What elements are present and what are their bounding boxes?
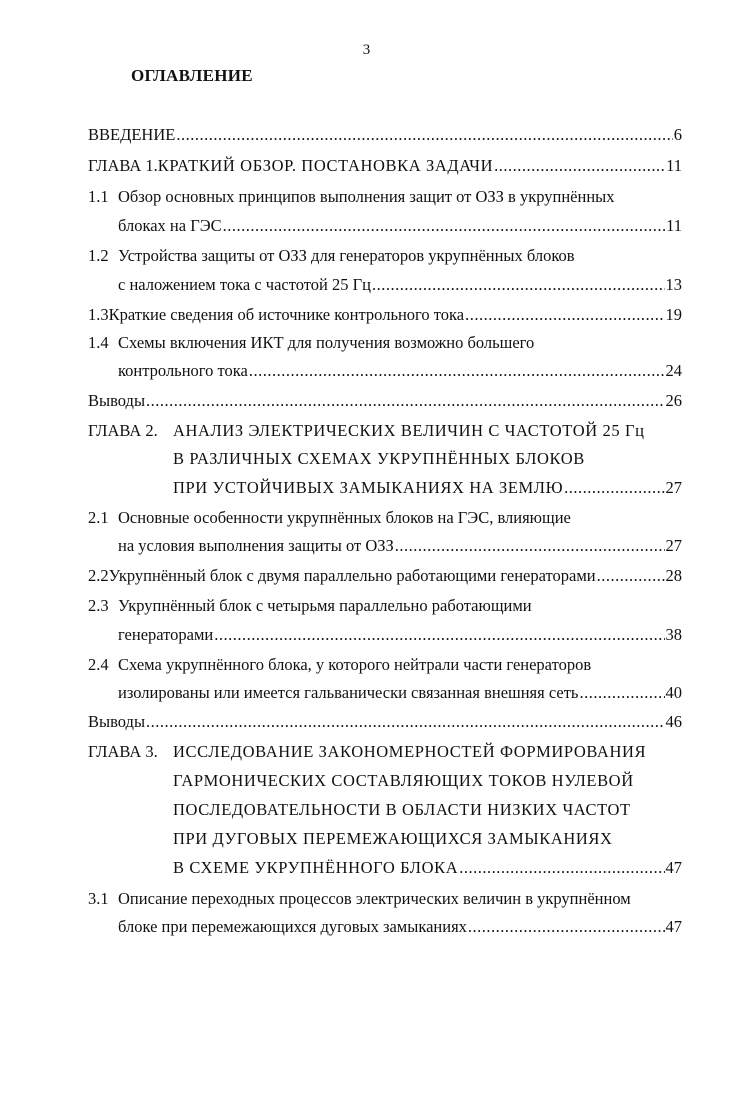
toc-leader-dots (372, 272, 665, 298)
toc-entry-chapter-3-line1[interactable] (88, 739, 682, 765)
toc-leader-dots (564, 475, 664, 501)
toc-entry-1-2-line1[interactable] (88, 243, 682, 269)
toc-entry-2-4-line1[interactable] (88, 652, 682, 678)
section-number: 3.1 (88, 889, 109, 908)
toc-entry-2-1-line1[interactable] (88, 505, 682, 531)
toc-entry-page: 47 (665, 917, 682, 936)
toc-entry-chapter-1[interactable] (88, 153, 682, 179)
toc-entry-title-cont: В РАЗЛИЧНЫХ СХЕМАХ УКРУПНЁННЫХ БЛОКОВ (173, 449, 585, 468)
toc-entry-title: Краткие сведения об источнике контрольного тока (108, 305, 465, 324)
toc-entry-2-2[interactable] (88, 563, 682, 589)
toc-leader-dots (146, 388, 664, 414)
toc-entry-chapter-3-line4[interactable] (173, 826, 682, 852)
toc-entry-1-4-line1[interactable] (88, 330, 682, 356)
chapter-label: ГЛАВА 3. (88, 742, 158, 761)
toc-leader-dots (579, 680, 664, 706)
toc-entry-page: 27 (665, 478, 682, 497)
toc-entry-page: 38 (665, 625, 682, 644)
toc-entry-title: КРАТКИЙ ОБЗОР. ПОСТАНОВКА ЗАДАЧИ (157, 156, 494, 175)
chapter-label: ГЛАВА 1. (88, 156, 158, 175)
toc-entry-page: 28 (665, 566, 682, 585)
toc-entry-title-cont: ПРИ ДУГОВЫХ ПЕРЕМЕЖАЮЩИХСЯ ЗАМЫКАНИЯХ (173, 829, 613, 848)
toc-entry-1-3[interactable] (88, 302, 682, 328)
toc-entry-title: АНАЛИЗ ЭЛЕКТРИЧЕСКИХ ВЕЛИЧИН С ЧАСТОТОЙ 25 Гц (173, 421, 645, 440)
section-number: 1.1 (88, 187, 109, 206)
toc-entry-title-cont: блоке при перемежающихся дуговых замыканиях (118, 917, 467, 936)
toc-entry-title-cont: ПРИ УСТОЙЧИВЫХ ЗАМЫКАНИЯХ НА ЗЕМЛЮ (173, 478, 564, 497)
toc-entry-title: Основные особенности укрупнённых блоков на ГЭС, влияющие (118, 508, 571, 527)
toc-entry-title: Укрупнённый блок с двумя параллельно работающими генераторами (108, 566, 596, 585)
toc-entry-chapter-2-line2[interactable] (173, 446, 682, 472)
toc-entry-page: 46 (665, 712, 682, 731)
toc-entry-chapter-2-line3[interactable] (173, 475, 682, 501)
toc-entry-intro[interactable] (88, 122, 682, 148)
toc-entry-title: Описание переходных процессов электрических величин в укрупнённом (118, 889, 631, 908)
toc-leader-dots (214, 622, 664, 648)
section-number: 2.4 (88, 655, 109, 674)
toc-entry-title: Выводы (88, 712, 146, 731)
section-number: 2.3 (88, 596, 109, 615)
toc-leader-dots (146, 709, 664, 735)
toc-entry-page: 6 (673, 125, 682, 144)
toc-entry-title-cont: контрольного тока (118, 361, 248, 380)
toc-entry-title-cont: В СХЕМЕ УКРУПНЁННОГО БЛОКА (173, 858, 459, 877)
toc-entry-title: Устройства защиты от ОЗЗ для генераторов укрупнённых блоков (118, 246, 575, 265)
toc-entry-title: Выводы (88, 391, 146, 410)
toc-entry-title: Обзор основных принципов выполнения защит от ОЗЗ в укрупнённых (118, 187, 615, 206)
toc-leader-dots (223, 213, 665, 239)
section-number: 2.1 (88, 508, 109, 527)
toc-entry-conclusions-1[interactable] (88, 388, 682, 414)
toc-entry-page: 26 (665, 391, 682, 410)
toc-entry-page: 47 (665, 858, 682, 877)
toc-leader-dots (249, 358, 665, 384)
toc-entry-1-4-line2[interactable] (118, 358, 682, 384)
toc-entry-conclusions-2[interactable] (88, 709, 682, 735)
toc-entry-2-3-line1[interactable] (88, 593, 682, 619)
page-number: 3 (362, 42, 371, 58)
section-number: 1.3 (88, 305, 109, 324)
toc-entry-2-1-line2[interactable] (118, 533, 682, 559)
toc-entry-page: 40 (665, 683, 682, 702)
section-number: 1.4 (88, 333, 109, 352)
toc-entry-title-cont: с наложением тока с частотой 25 Гц (118, 275, 371, 294)
toc-entry-title-cont: на условия выполнения защиты от ОЗЗ (118, 536, 394, 555)
toc-leader-dots (494, 153, 665, 179)
toc-entry-page: 13 (665, 275, 682, 294)
toc-entry-page: 11 (666, 216, 682, 235)
toc-entry-page: 27 (665, 536, 682, 555)
toc-entry-page: 19 (665, 305, 682, 324)
toc-entry-1-1-line2[interactable] (118, 213, 682, 239)
toc-entry-title: ВВЕДЕНИЕ (88, 125, 176, 144)
toc-leader-dots (395, 533, 665, 559)
toc-entry-3-1-line1[interactable] (88, 886, 682, 912)
toc-entry-chapter-3-line3[interactable] (173, 797, 682, 823)
toc-entry-2-3-line2[interactable] (118, 622, 682, 648)
chapter-label: ГЛАВА 2. (88, 421, 158, 440)
toc-entry-title: Укрупнённый блок с четырьмя параллельно работающими (118, 596, 532, 615)
toc-leader-dots (597, 563, 665, 589)
toc-entry-title-cont: генераторами (118, 625, 214, 644)
toc-entry-chapter-3-line5[interactable] (173, 855, 682, 881)
toc-entry-title-cont: блоках на ГЭС (118, 216, 222, 235)
toc-heading: ОГЛАВЛЕНИЕ (131, 66, 253, 85)
toc-entry-chapter-2-line1[interactable] (88, 418, 682, 444)
toc-entry-title: Схемы включения ИКТ для получения возможно большего (118, 333, 535, 352)
toc-entry-1-2-line2[interactable] (118, 272, 682, 298)
toc-entry-title-cont: ПОСЛЕДОВАТЕЛЬНОСТИ В ОБЛАСТИ НИЗКИХ ЧАСТОТ (173, 800, 631, 819)
toc-leader-dots (459, 855, 664, 881)
toc-entry-2-4-line2[interactable] (118, 680, 682, 706)
toc-leader-dots (465, 302, 664, 328)
toc-entry-title-cont: изолированы или имеется гальванически связанная внешняя сеть (118, 683, 579, 702)
toc-leader-dots (468, 914, 665, 940)
toc-entry-page: 11 (666, 156, 682, 175)
toc-entry-title: ИССЛЕДОВАНИЕ ЗАКОНОМЕРНОСТЕЙ ФОРМИРОВАНИЯ (173, 742, 647, 761)
toc-entry-title-cont: ГАРМОНИЧЕСКИХ СОСТАВЛЯЮЩИХ ТОКОВ НУЛЕВОЙ (173, 771, 634, 790)
toc-entry-page: 24 (665, 361, 682, 380)
toc-leader-dots (176, 122, 672, 148)
toc-entry-chapter-3-line2[interactable] (173, 768, 682, 794)
toc-entry-title: Схема укрупнённого блока, у которого нейтрали части генераторов (118, 655, 592, 674)
section-number: 2.2 (88, 566, 109, 585)
toc-entry-1-1-line1[interactable] (88, 184, 682, 210)
toc-entry-3-1-line2[interactable] (118, 914, 682, 940)
section-number: 1.2 (88, 246, 109, 265)
